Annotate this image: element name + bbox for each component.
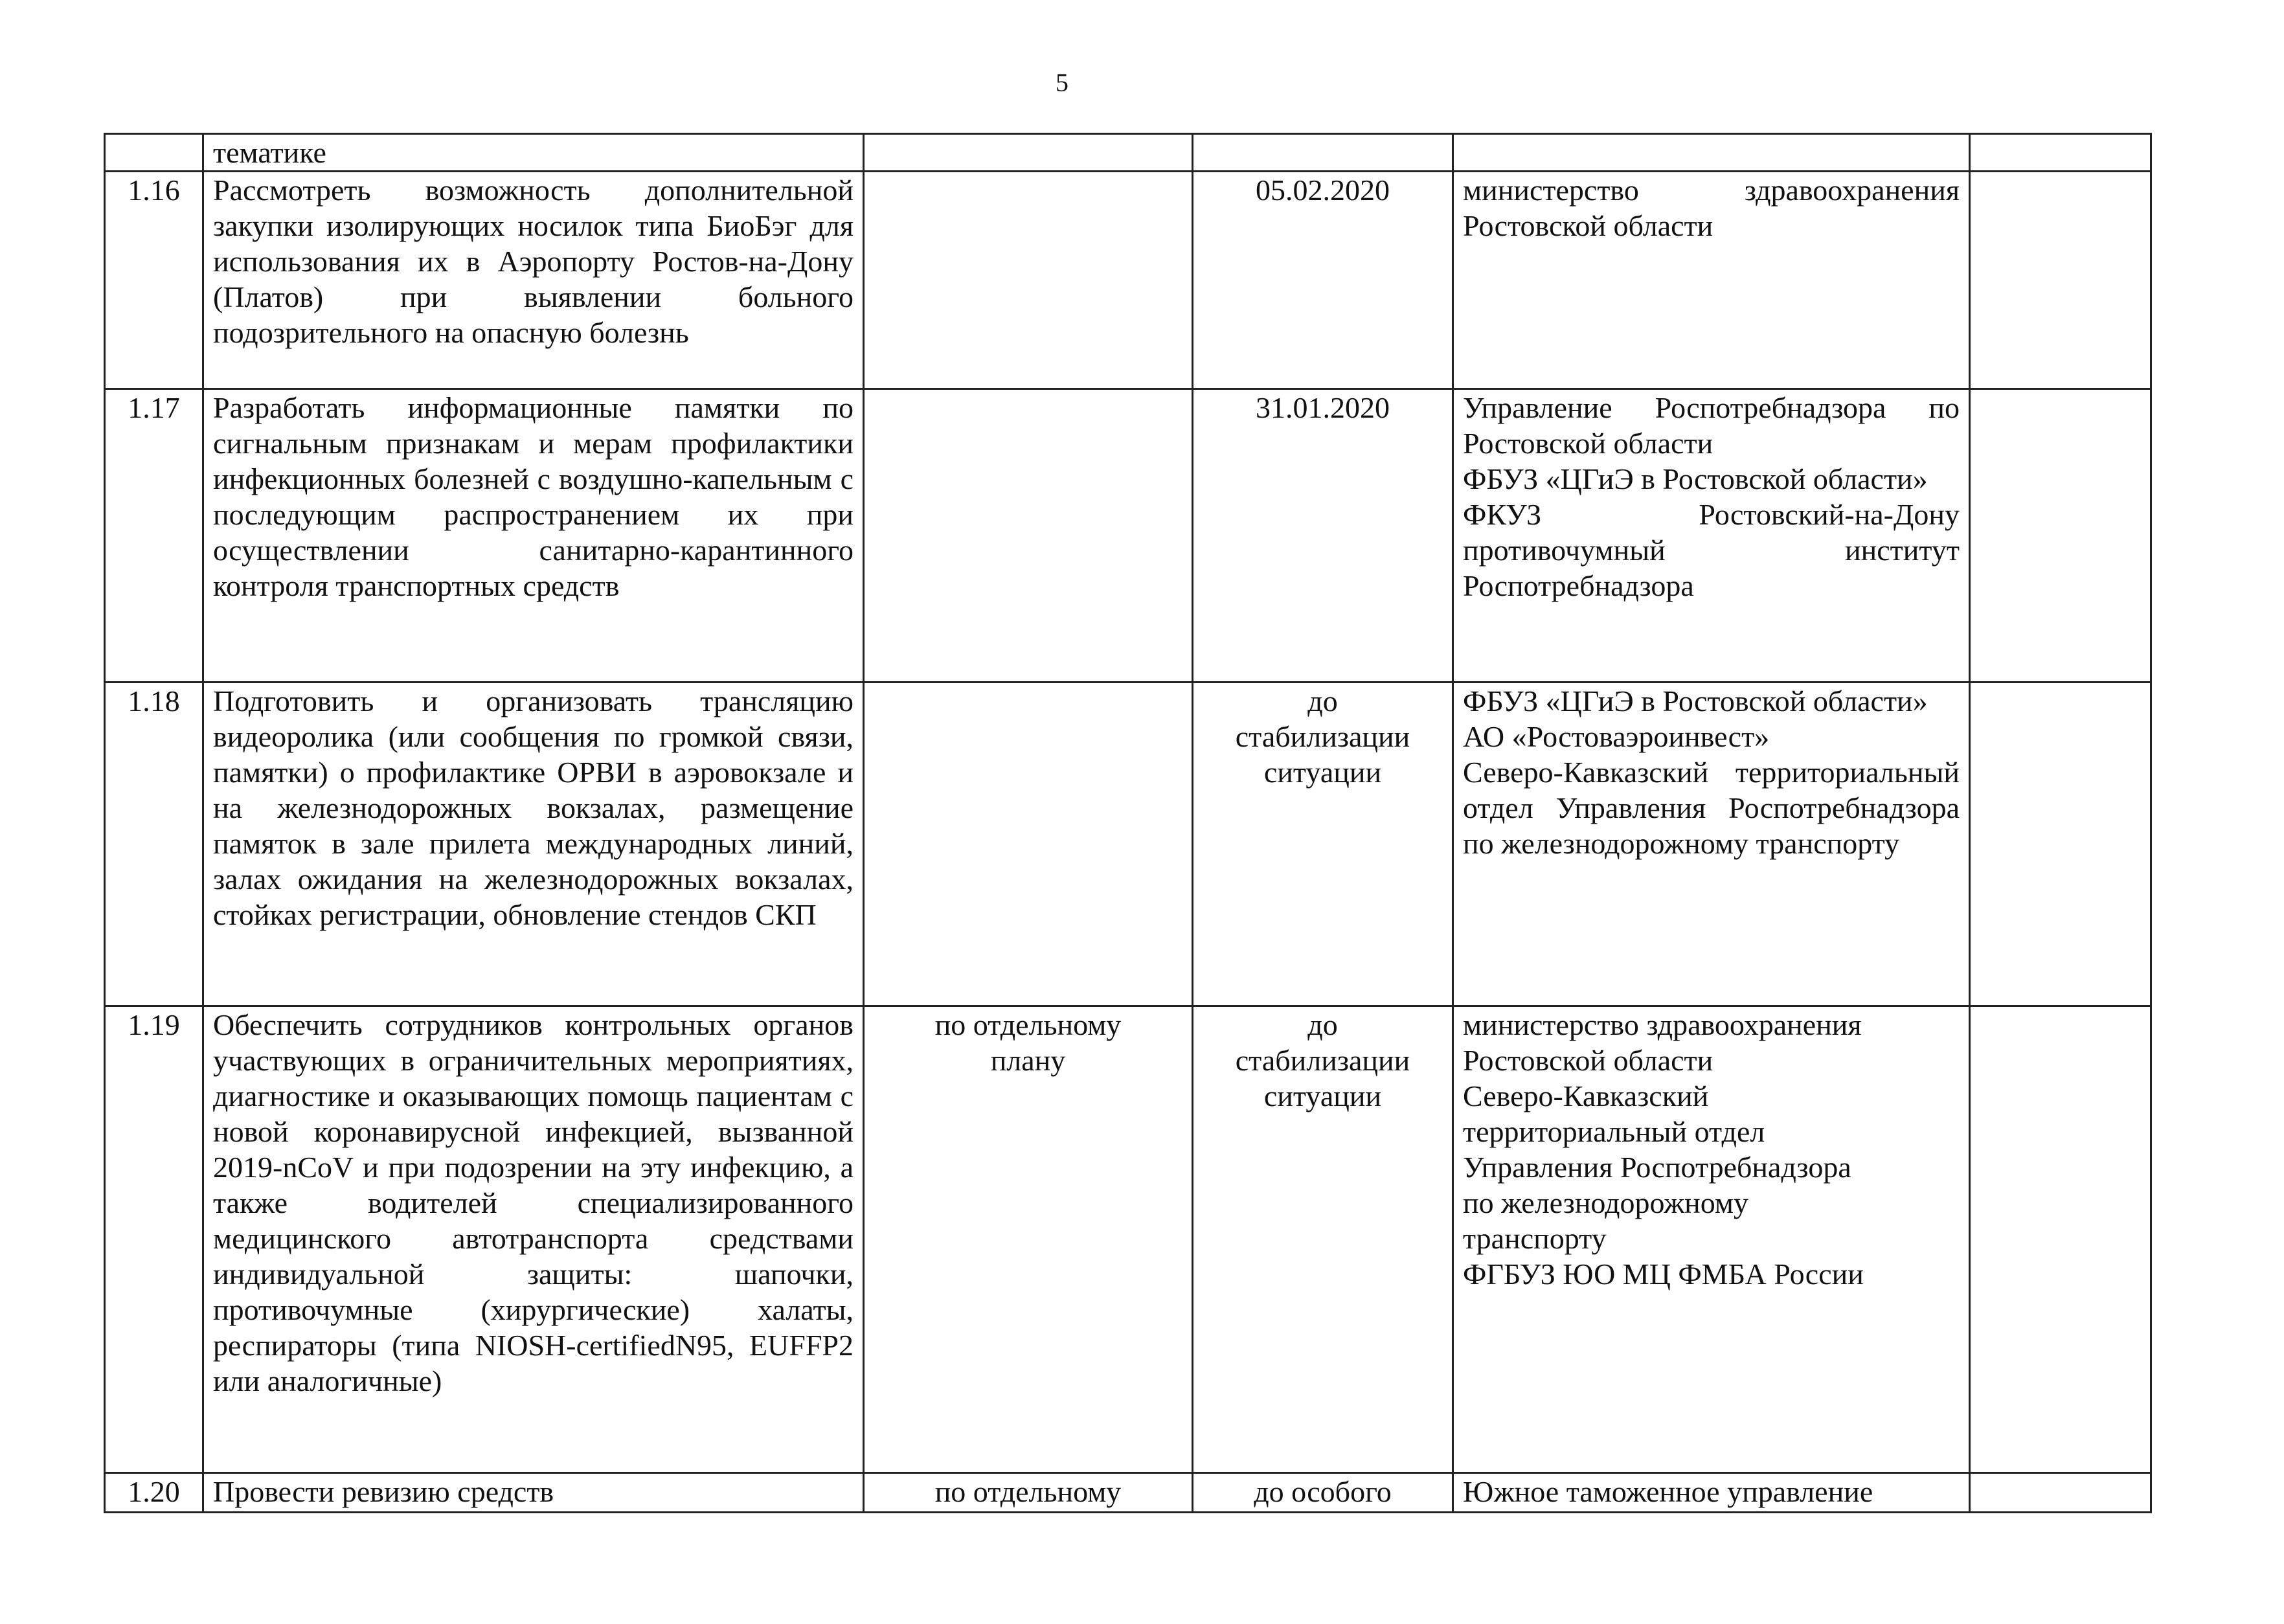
- basis-cell: [864, 1473, 1193, 1513]
- responsible-text: Южное таможенное управление: [1463, 1475, 1873, 1508]
- deadline-cell: [1193, 134, 1453, 172]
- table-row: [105, 1473, 2151, 1513]
- basis-text: по отдельному: [934, 1475, 1122, 1508]
- table-row: [105, 682, 2151, 1006]
- deadline-cell: [1193, 172, 1453, 389]
- basis-cell: [864, 1006, 1193, 1473]
- responsible-text: транспорту: [1463, 1222, 1607, 1255]
- responsible-text: по железнодорожному: [1463, 1186, 1748, 1219]
- item-number-cell: 1.17: [105, 389, 203, 682]
- responsible-text: территориальный отдел: [1463, 1115, 1765, 1148]
- task-cell: [203, 1473, 864, 1513]
- task-cell: [203, 389, 864, 682]
- basis-text: по отдельному: [934, 1008, 1122, 1041]
- note-cell: [1970, 389, 2151, 682]
- deadline-text: стабилизации: [1235, 1044, 1410, 1077]
- table-row: [105, 389, 2151, 682]
- deadline-cell: [1193, 389, 1453, 682]
- task-cell: [203, 172, 864, 389]
- deadline-cell: [1193, 1006, 1453, 1473]
- basis-cell: [864, 134, 1193, 172]
- responsible-text: Северо-Кавказский: [1463, 1079, 1709, 1112]
- responsible-text: Ростовской области: [1463, 1044, 1713, 1077]
- page-number: 5: [1056, 68, 1069, 97]
- deadline-text: 31.01.2020: [1256, 391, 1390, 424]
- responsible-text: министерство здравоохранения Ростовской области: [1463, 174, 1960, 242]
- deadline-text: до особого: [1254, 1475, 1392, 1508]
- basis-text: плану: [990, 1044, 1066, 1077]
- deadline-text: 05.02.2020: [1256, 174, 1390, 207]
- responsible-text: ФБУЗ «ЦГиЭ в Ростовской области»: [1463, 684, 1928, 717]
- task-cell: [203, 682, 864, 1006]
- responsible-text: Управления Роспотребнадзора: [1463, 1151, 1851, 1184]
- task-cell: [203, 1006, 864, 1473]
- responsible-text: ФБУЗ «ЦГиЭ в Ростовской области»: [1463, 462, 1928, 495]
- item-number-cell: [105, 134, 203, 172]
- responsible-text: АО «Ростоваэроинвест»: [1463, 720, 1770, 753]
- deadline-text: до: [1307, 684, 1338, 717]
- task-text: тематике: [213, 136, 326, 169]
- note-cell: [1970, 682, 2151, 1006]
- basis-cell: [864, 389, 1193, 682]
- deadline-cell: [1193, 1473, 1453, 1513]
- note-cell: [1970, 134, 2151, 172]
- table-row: [105, 1006, 2151, 1473]
- responsible-cell: [1453, 682, 1970, 1006]
- note-cell: [1970, 1473, 2151, 1513]
- item-number-cell: 1.20: [105, 1473, 203, 1513]
- note-cell: [1970, 172, 2151, 389]
- task-text: Обеспечить сотрудников контрольных органов участвующих в ограничительных мероприятиях, диагностике и оказывающих помощь пациентам с новой коронавирусной инфекцией, вызванной 2019-nCoV и при подозрении на эту инфекцию, а также водителей специализированного медицинского автотранспорта средствами индивидуальной защиты: шапочки, противочумные (хирургические) халаты, респираторы (типа NIOSH-certifiedN95, EUFFP2 или аналогичные): [213, 1008, 854, 1397]
- task-text: Разработать информационные памятки по сигнальным признакам и мерам профилактики инфекционных болезней с воздушно-капельным с последующим распространением их при осуществлении санитарно-карантинного контроля транспортных средств: [213, 391, 854, 602]
- responsible-cell: [1453, 1006, 1970, 1473]
- deadline-text: ситуации: [1263, 1079, 1382, 1112]
- task-text: Провести ревизию средств: [213, 1475, 554, 1508]
- responsible-text: Управление Роспотребнадзора по Ростовской области: [1463, 391, 1960, 460]
- responsible-cell: [1453, 389, 1970, 682]
- responsible-cell: [1453, 134, 1970, 172]
- basis-cell: [864, 682, 1193, 1006]
- responsible-text: Северо-Кавказский территориальный отдел Управления Роспотребнадзора по железнодорожному транспорту: [1463, 756, 1960, 860]
- item-number-cell: 1.16: [105, 172, 203, 389]
- table-row: [105, 134, 2151, 172]
- task-text: Рассмотреть возможность дополнительной закупки изолирующих носилок типа БиоБэг для использования их в Аэропорту Ростов-на-Дону (Платов) при выявлении больного подозрительного на опасную болезнь: [213, 174, 854, 349]
- measures-table: [104, 133, 2152, 1513]
- basis-cell: [864, 172, 1193, 389]
- deadline-text: стабилизации: [1235, 720, 1410, 753]
- deadline-text: ситуации: [1263, 756, 1382, 789]
- responsible-cell: [1453, 172, 1970, 389]
- note-cell: [1970, 1006, 2151, 1473]
- item-number-cell: 1.19: [105, 1006, 203, 1473]
- deadline-text: до: [1307, 1008, 1338, 1041]
- responsible-text: ФКУЗ Ростовский-на-Дону противочумный институт Роспотребнадзора: [1463, 498, 1960, 602]
- responsible-text: ФГБУЗ ЮО МЦ ФМБА России: [1463, 1257, 1864, 1291]
- responsible-text: министерство здравоохранения: [1463, 1008, 1862, 1041]
- task-cell: [203, 134, 864, 172]
- item-number-cell: 1.18: [105, 682, 203, 1006]
- deadline-cell: [1193, 682, 1453, 1006]
- responsible-cell: [1453, 1473, 1970, 1513]
- table-row: [105, 172, 2151, 389]
- task-text: Подготовить и организовать трансляцию видеоролика (или сообщения по громкой связи, памятки) о профилактике ОРВИ в аэровокзале и на железнодорожных вокзалах, размещение памяток в зале прилета международных линий, залах ожидания на железнодорожных вокзалах, стойках регистрации, обновление стендов СКП: [213, 684, 854, 931]
